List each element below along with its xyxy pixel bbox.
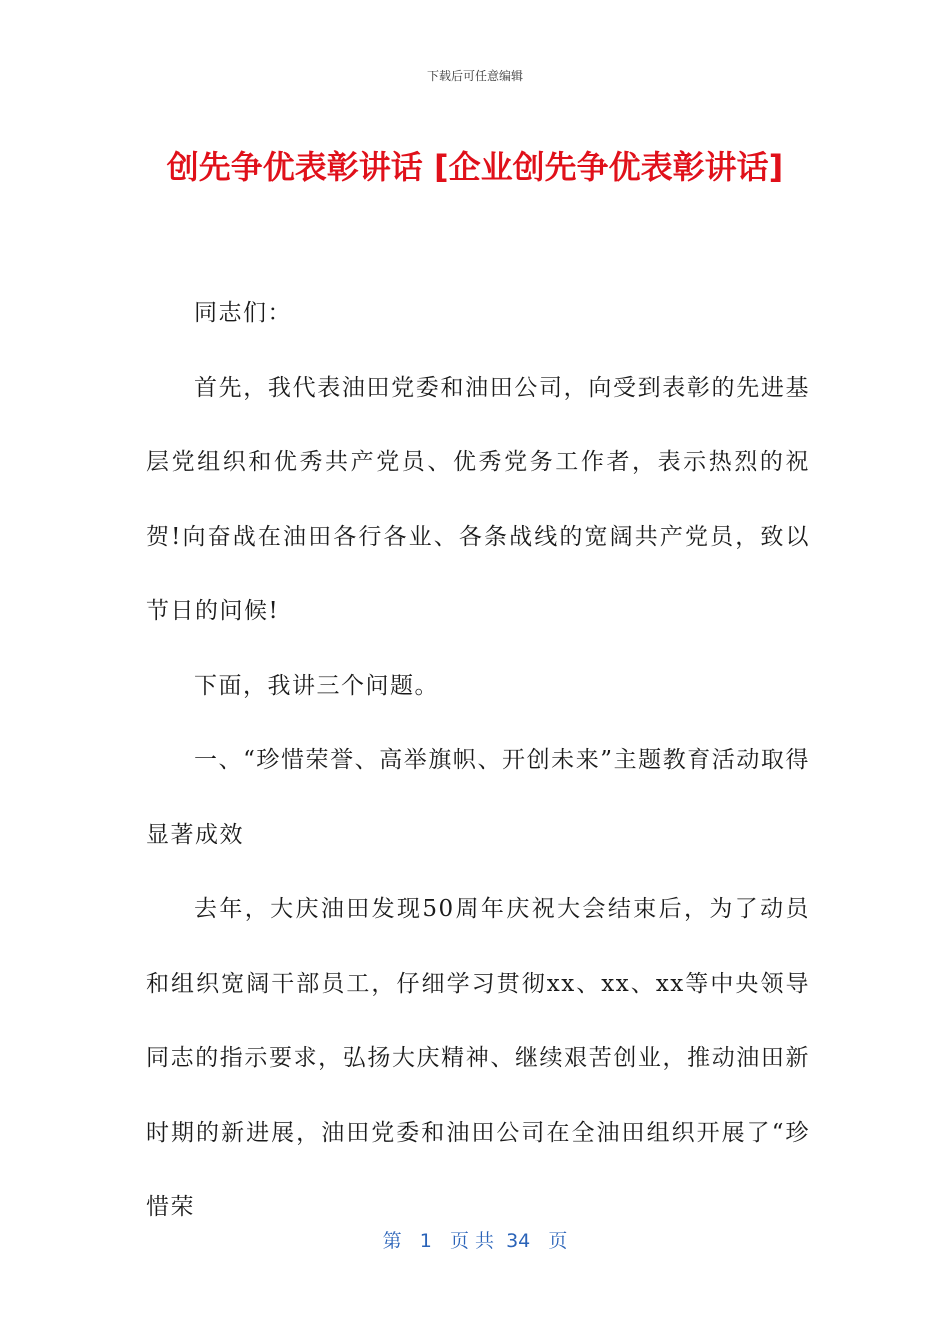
footer-total-pages: 34 <box>506 1230 531 1252</box>
page-footer <box>0 1226 950 1253</box>
header-note: 下载后可任意编辑 <box>426 69 523 83</box>
paragraph-intro: 下面，我讲三个问题。 <box>194 672 439 699</box>
footer-suffix: 页 <box>548 1230 568 1252</box>
footer-current-page: 1 <box>419 1230 432 1252</box>
paragraph-body: 去年，大庆油田发现50周年庆祝大会结束后，为了动员和组织宽阔干部员工，仔细学习贯彻xx、xx、xx等中央领导同志的指示要求，弘扬大庆精神、继续艰苦创业，推动油田新时期的新进展，油田党委和油田公司在全油田组织开展了“珍惜荣 <box>146 896 810 1220</box>
footer-middle: 页 共 <box>449 1230 494 1252</box>
document-title: 创先争优表彰讲话 [企业创先争优表彰讲话] <box>166 148 784 186</box>
footer-prefix: 第 <box>382 1230 402 1252</box>
document-body <box>146 276 810 1245</box>
section-heading-1: 一、“珍惜荣誉、高举旗帜、开创未来”主题教育活动取得显著成效 <box>146 747 810 848</box>
paragraph-greeting: 同志们： <box>194 300 292 326</box>
paragraph-opening: 首先，我代表油田党委和油田公司，向受到表彰的先进基层党组织和优秀共产党员、优秀党务工作者，表示热烈的祝贺!向奋战在油田各行各业、各条战线的宽阔共产党员，致以节日的问候! <box>146 374 810 624</box>
